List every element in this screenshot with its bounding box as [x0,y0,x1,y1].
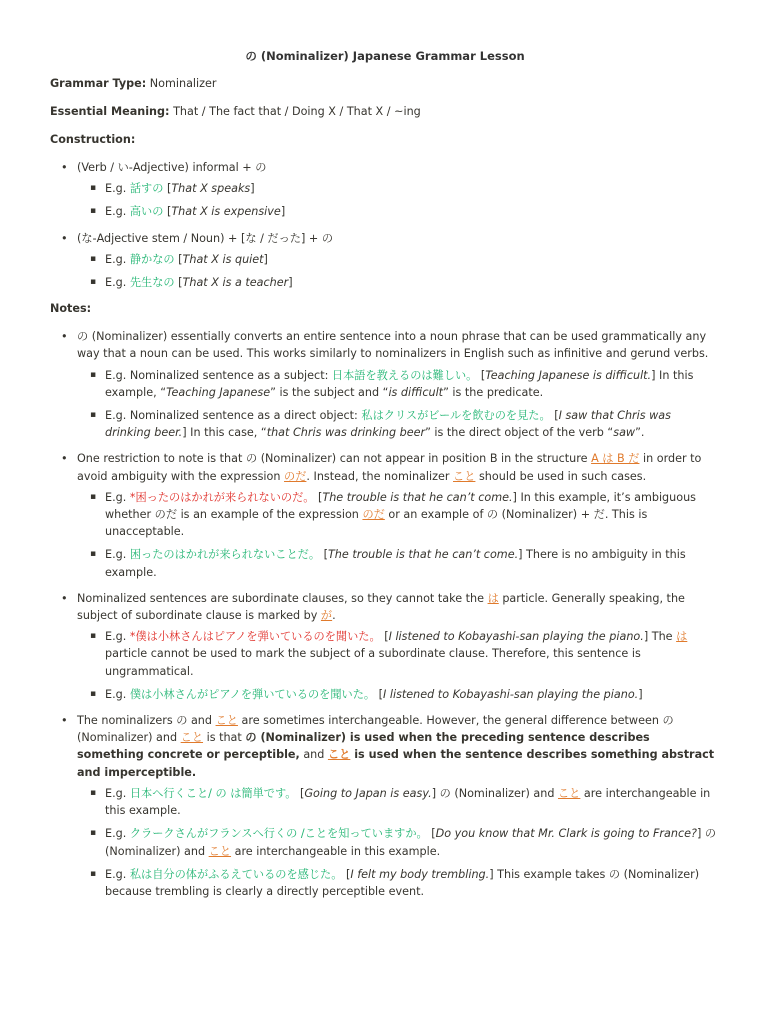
example-text: ” is the direct object of the verb “ [425,426,614,440]
example-text: ] の (Nominalizer) and [105,827,717,858]
note-text: The nominalizers の and [77,714,216,728]
example-japanese-incorrect: *僕は小林さんはピアノを弾いているのを聞いた。 [129,630,381,644]
example-item [77,546,720,580]
example-text: ] In this example, “ [105,368,694,399]
example-japanese: 高いの [129,205,164,219]
example-translation: That X is expensive [171,205,281,219]
example-japanese-incorrect: *困ったのはかれが来られないのだ。 [129,490,315,504]
construction-pattern: (Verb / い-Adjective) informal + の [77,161,267,174]
example-item: ▪ E.g. 高いの [That X is expensive] [77,203,720,220]
example-prefix: E.g. [105,252,130,266]
example-text: ] This example takes の (Nominalizer) because trembling is clearly a directly perceptible event. [105,867,700,898]
note-text: Nominalized sentences are subordinate clauses, so they cannot take the [77,591,488,605]
note-text: の (Nominalizer) essentially converts an entire sentence into a noun phrase that can be used grammatically any way that a noun can be used. This works similarly to nominalizers in English such as infinitive and gerund verbs. [77,330,709,361]
essential-meaning-value: That / The fact that / Doing X / That X / ~ing [173,105,421,118]
example-japanese: 話すの [129,182,164,196]
essential-meaning [50,103,720,120]
example-translation: I saw that Chris was drinking beer. [105,409,671,440]
grammar-link[interactable]: こと [208,844,232,858]
example-emphasis: that Chris was drinking beer [266,426,426,440]
example-translation: Going to Japan is easy. [304,786,432,800]
example-item [77,628,720,680]
example-text: ] The [643,630,677,644]
note-text: . [332,609,336,623]
example-text: ” is the subject and “ [270,385,389,399]
construction-heading: Construction: [50,133,136,146]
example-japanese: 日本語を教えるのは難しい。 [331,368,478,382]
example-text: E.g. [105,548,130,562]
example-item [77,686,720,703]
grammar-link[interactable]: のだ [362,508,385,522]
grammar-link[interactable]: こと [215,714,238,728]
construction-item [50,230,720,292]
notes-heading: Notes: [50,302,92,316]
example-prefix: E.g. [105,182,130,196]
example-japanese: 先生なの [129,276,175,290]
example-text: E.g. Nominalized sentence as a subject: [105,368,332,382]
grammar-link[interactable]: A は B だ [591,452,640,466]
example-item [77,489,720,541]
grammar-link[interactable]: が [320,609,333,623]
note-text: in order to avoid ambiguity with the expression [77,452,702,483]
example-text: [ [427,827,436,841]
page-title: の (Nominalizer) Japanese Grammar Lesson [245,49,525,63]
note-text: particle. Generally speaking, the subject of subordinate clause is marked by [77,591,685,623]
example-prefix: E.g. [105,205,130,219]
example-text: [ [296,786,305,800]
construction-item [50,159,720,221]
note-item [50,712,720,900]
note-text: are sometimes interchangeable. However, the general difference between の (Nominalizer) and [77,714,674,745]
example-translation: That X is a teacher [182,276,289,290]
note-text: should be used in such cases. [475,469,647,483]
example-text: [ [320,548,328,562]
example-emphasis: is difficult [388,385,444,399]
grammar-link[interactable]: こと [327,748,351,762]
example-item: ▪ E.g. 静かなの [That X is quiet] [77,251,720,268]
example-japanese: 私は自分の体がふるえているのを感じた。 [129,867,343,881]
example-japanese: 僕は小林さんがピアノを弾いているのを聞いた。 [129,687,376,701]
note-item [50,328,720,441]
grammar-link[interactable]: こと [453,469,476,483]
example-translation: That X is quiet [182,252,264,266]
grammar-link[interactable]: は [487,591,499,605]
example-item [77,825,720,859]
example-text: ] の (Nominalizer) and [431,786,558,800]
grammar-type-label: Grammar Type: [50,77,147,90]
document-page [35,0,735,1024]
grammar-type [50,75,720,92]
note-text: is that [203,731,246,745]
example-text: ] In this case, “ [182,426,267,440]
lesson-content [50,48,720,909]
example-text: E.g. [105,867,130,881]
note-item [50,590,720,703]
example-text: ”. [635,426,645,440]
example-text: ] There is no ambiguity in this example. [105,548,686,579]
example-japanese: 日本へ行くこと/ の は簡単です。 [129,786,297,800]
example-text: ] In this example, it’s ambiguous whether のだ is an example of the expression [105,490,697,522]
example-translation: I felt my body trembling. [350,867,490,881]
example-japanese: 私はクリスがビールを飲むのを見た。 [361,409,551,423]
example-item: ▪ E.g. 先生なの [That X is a teacher] [77,274,720,291]
example-text: or an example of の (Nominalizer) + だ. This is unacceptable. [105,508,648,539]
example-item: ▪ E.g. 話すの [That X speaks] [77,180,720,197]
note-item [50,450,720,580]
grammar-link[interactable]: こと [180,731,204,745]
note-text: . Instead, the nominalizer [306,469,454,483]
example-text: ] [638,687,643,701]
example-text: [ [550,409,559,423]
example-item [77,866,720,900]
construction-pattern: (な-Adjective stem / Noun) + [な / だった] + の [77,231,334,245]
example-prefix: E.g. [105,276,130,290]
grammar-link[interactable]: こと [557,786,581,800]
example-text: are interchangeable in this example. [231,844,441,858]
grammar-type-value: Nominalizer [149,77,217,90]
example-text: [ [380,630,389,644]
example-item [77,407,720,441]
example-item [77,367,720,401]
essential-meaning-label: Essential Meaning: [50,105,170,118]
example-text: E.g. [105,786,130,800]
note-bold-text: is used when the sentence describes something abstract and imperceptible. [77,748,715,779]
example-text: ” is the predicate. [443,385,544,399]
construction-list [50,159,720,291]
example-translation: Teaching Japanese is difficult. [485,368,652,382]
example-translation: The trouble is that he can’t come. [327,548,519,562]
example-translation: That X speaks [171,182,251,196]
notes-list [50,328,720,900]
example-translation: Do you know that Mr. Clark is going to France? [435,827,697,841]
example-text: E.g. [105,630,130,644]
example-text: [ [477,368,486,382]
example-translation: I listened to Kobayashi-san playing the piano. [388,630,644,644]
example-japanese: 困ったのはかれが来られないことだ。 [129,548,321,562]
note-text: One restriction to note is that の (Nominalizer) can not appear in position B in the structure [77,452,592,466]
example-text: are interchangeable in this example. [105,786,711,818]
example-translation: I listened to Kobayashi-san playing the piano. [383,687,639,701]
example-text: E.g. [105,687,130,701]
note-bold-text: の (Nominalizer) is used when the preceding sentence describes something concrete or perceptible, [77,731,650,762]
example-emphasis: Teaching Japanese [166,385,271,399]
grammar-link[interactable]: のだ [284,469,307,483]
example-translation: The trouble is that he can’t come. [322,490,513,504]
grammar-link[interactable]: は [676,630,688,644]
example-text: particle cannot be used to mark the subject of a subordinate clause. Therefore, this sentence is ungrammatical. [105,647,641,678]
note-text: and [299,748,328,762]
example-text: [ [314,490,323,504]
example-text: E.g. Nominalized sentence as a direct object: [105,409,362,423]
example-item [77,785,720,819]
example-text: [ [342,867,351,881]
example-text: E.g. [105,827,130,841]
example-emphasis: saw [613,426,636,440]
example-japanese: 静かなの [129,252,175,266]
example-text: [ [375,687,383,701]
example-japanese: クラークさんがフランスへ行くの /ことを知っていますか。 [129,827,428,841]
example-text: E.g. [105,490,130,504]
